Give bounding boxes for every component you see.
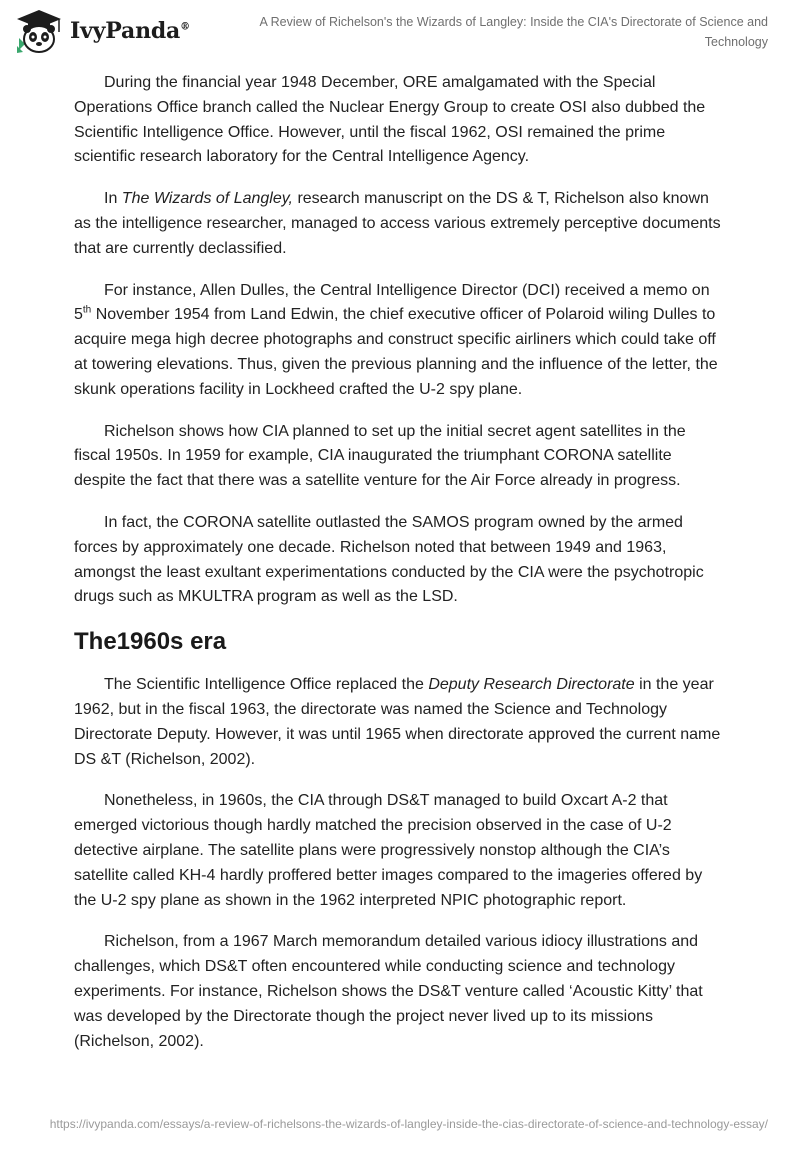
- paragraph: For instance, Allen Dulles, the Central Intelligence Director (DCI) received a memo on 5th November 1954 from Land Edwin, the chief executive officer of Polaroid wiling Dulles to acquire mega high decree photographs and construct specific airliners which could take off at towering elevations. Thus, given the previous planning and the influence of the letter, the skunk operations facility in Lockheed crafted the U-2 spy plane.: [74, 281, 718, 398]
- paragraph: The Scientific Intelligence Office replaced the Deputy Research Directorate in the year 1962, but in the fiscal 1963, the directorate was named the Science and Technology Directorate Deputy. However, it was until 1965 when directorate approved the current name DS &T (Richelson, 2002).: [74, 676, 721, 768]
- paragraph: During the financial year 1948 December, ORE amalgamated with the Special Operations Office branch called the Nuclear Energy Group to create OSI also dubbed the Scientific Intelligence Office. However, until the fiscal 1962, OSI remained the prime scientific research laboratory for the Central Intelligence Agency.: [74, 74, 706, 166]
- paragraph: Richelson shows how CIA planned to set up the initial secret agent satellites in the fiscal 1950s. In 1959 for example, CIA inaugurated the triumphant CORONA satellite despite the fact that there was a satellite venture for the Air Force already in progress.: [74, 422, 686, 490]
- paragraph: Nonetheless, in 1960s, the CIA through DS&T managed to build Oxcart A-2 that emerged victorious though hardly matched the precision observed in the case of U-2 detective airplane. The satellite plans were progressively nonstop although the CIA’s satellite called KH-4 hardly proffered better images compared to the imageries offered by the U-2 spy plane as shown in the 1962 interpreted NPIC photographic report.: [74, 792, 703, 909]
- page-header: [0, 0, 800, 60]
- essay-content: [74, 71, 722, 1071]
- document-title: A Review of Richelson's the Wizards of Langley: Inside the CIA's Directorate of Science and Technology: [259, 15, 768, 49]
- panda-graduation-cap-icon: [14, 8, 64, 54]
- section-heading: The1960s era: [74, 628, 227, 656]
- paragraph: In The Wizards of Langley, research manuscript on the DS & T, Richelson also known as the intelligence researcher, managed to access various extremely perceptive documents that are currently declassified.: [74, 190, 721, 257]
- paragraph: Richelson, from a 1967 March memorandum detailed various idiocy illustrations and challenges, which DS&T often encountered while conducting science and technology experiments. For instance, Richelson shows the DS&T venture called ‘Acoustic Kitty’ that was developed by the Directorate though the project never lived up to its missions (Richelson, 2002).: [74, 933, 703, 1050]
- paragraph: In fact, the CORONA satellite outlasted the SAMOS program owned by the armed forces by approximately one decade. Richelson noted that between 1949 and 1963, amongst the least exultant experimentations conducted by the CIA were the psychotropic drugs such as MKULTRA program as well as the LSD.: [74, 513, 704, 606]
- brand-logo[interactable]: [14, 8, 190, 54]
- source-url[interactable]: https://ivypanda.com/essays/a-review-of-richelsons-the-wizards-of-langley-inside-the-cias-directorate-of-science-and-technology-essay/: [49, 1117, 768, 1131]
- brand-name: IvyPanda®: [70, 18, 190, 44]
